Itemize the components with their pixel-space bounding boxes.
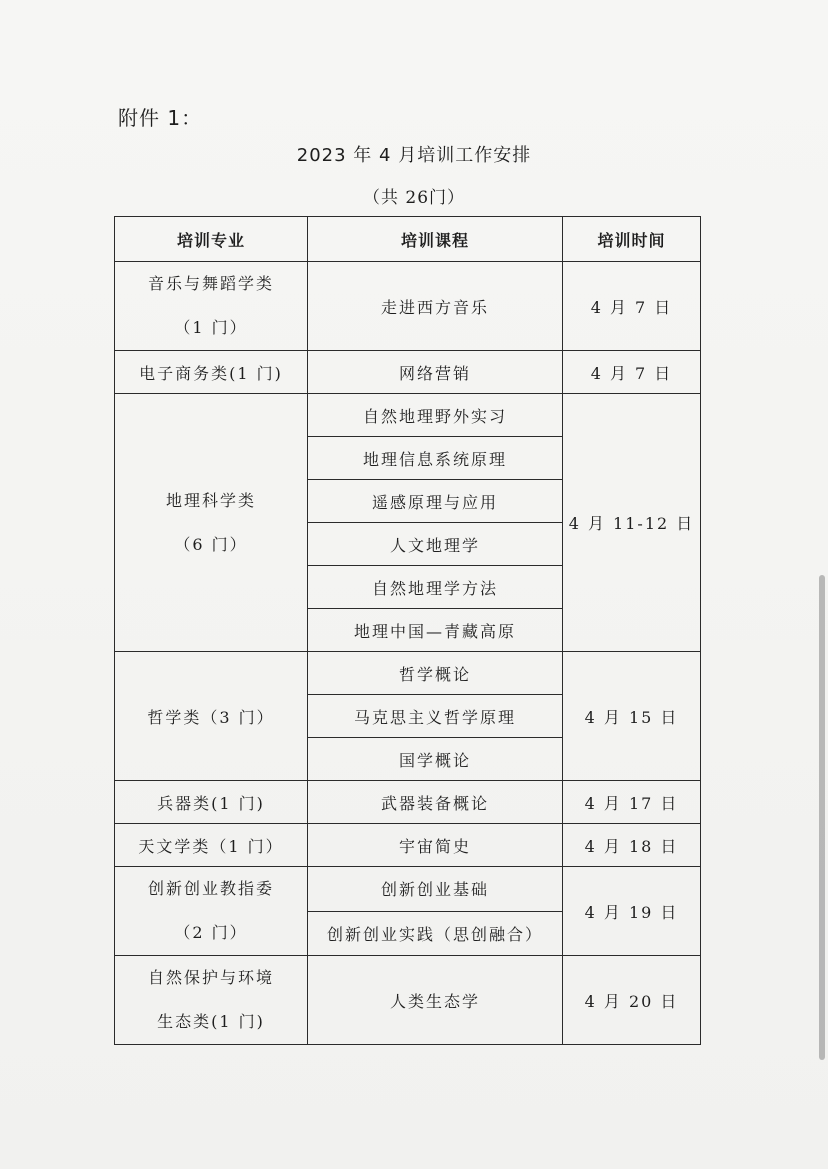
major-cell — [115, 262, 308, 351]
training-schedule-table — [114, 216, 701, 1045]
major-cell: 电子商务类(1 门) — [115, 351, 308, 394]
table-row — [115, 956, 701, 1045]
date-cell: 4 月 7 日 — [563, 351, 701, 394]
course-cell: 宇宙简史 — [308, 824, 563, 867]
major-cell — [115, 394, 308, 652]
course-cell: 武器装备概论 — [308, 781, 563, 824]
major-cell: 哲学类（3 门） — [115, 652, 308, 781]
date-cell: 4 月 17 日 — [563, 781, 701, 824]
major-line: （1 门） — [174, 318, 248, 337]
course-cell: 哲学概论 — [308, 652, 563, 695]
major-cell: 天文学类（1 门） — [115, 824, 308, 867]
course-cell: 网络营销 — [308, 351, 563, 394]
table-row — [115, 781, 701, 824]
table-row — [115, 824, 701, 867]
course-cell: 马克思主义哲学原理 — [308, 695, 563, 738]
major-line: 音乐与舞蹈学类 — [147, 274, 274, 293]
date-cell: 4 月 19 日 — [563, 867, 701, 956]
course-cell: 走进西方音乐 — [308, 262, 563, 351]
date-cell: 4 月 11-12 日 — [563, 394, 701, 652]
major-line: 地理科学类 — [165, 490, 256, 510]
major-line: 创新创业教指委 — [147, 879, 274, 898]
course-cell: 创新创业基础 — [308, 867, 563, 912]
course-cell: 自然地理学方法 — [308, 566, 563, 609]
table-row — [115, 394, 701, 437]
attachment-label: 附件 1： — [118, 106, 203, 130]
date-cell: 4 月 7 日 — [563, 262, 701, 351]
course-cell: 地理中国—青藏高原 — [308, 609, 563, 652]
table-row — [115, 351, 701, 394]
major-line: （6 门） — [174, 534, 248, 554]
major-line: 自然保护与环境 — [147, 968, 274, 987]
course-cell: 地理信息系统原理 — [308, 437, 563, 480]
page-title: 2023 年 4 月培训工作安排 — [296, 145, 532, 166]
header-date: 培训时间 — [563, 217, 701, 262]
major-line: （2 门） — [174, 923, 248, 942]
major-cell: 兵器类(1 门) — [115, 781, 308, 824]
table-row — [115, 867, 701, 912]
date-cell: 4 月 15 日 — [563, 652, 701, 781]
major-line: 生态类(1 门) — [157, 1012, 265, 1031]
page-subtitle: （共 26门） — [362, 188, 466, 208]
table-row — [115, 652, 701, 695]
course-cell: 创新创业实践（思创融合） — [308, 911, 563, 956]
table-row — [115, 262, 701, 351]
table-header-row — [115, 217, 701, 262]
major-cell — [115, 956, 308, 1045]
course-cell: 国学概论 — [308, 738, 563, 781]
course-cell: 人文地理学 — [308, 523, 563, 566]
header-major: 培训专业 — [115, 217, 308, 262]
course-cell: 自然地理野外实习 — [308, 394, 563, 437]
course-cell: 人类生态学 — [308, 956, 563, 1045]
date-cell: 4 月 18 日 — [563, 824, 701, 867]
date-cell: 4 月 20 日 — [563, 956, 701, 1045]
scrollbar[interactable] — [819, 575, 825, 1060]
major-cell — [115, 867, 308, 956]
course-cell: 遥感原理与应用 — [308, 480, 563, 523]
header-course: 培训课程 — [308, 217, 563, 262]
